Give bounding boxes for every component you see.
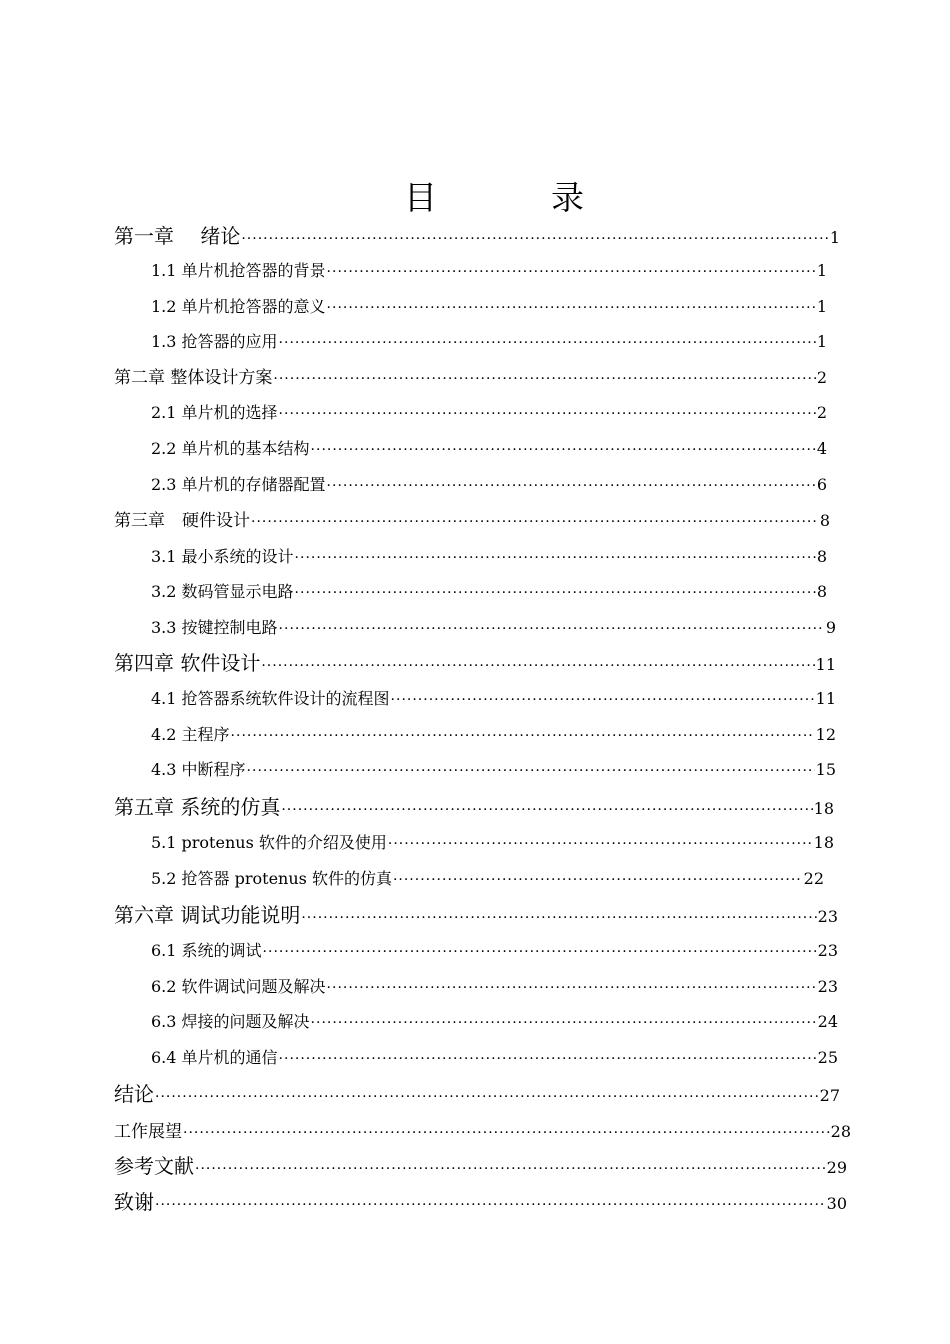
- toc-entry-section-5-1[interactable]: [151, 830, 834, 856]
- toc-page-number: 30: [826, 1194, 847, 1213]
- toc-title: [404, 176, 584, 220]
- toc-page-number: 15: [815, 760, 836, 779]
- toc-entry-section-6-1[interactable]: [151, 938, 838, 964]
- toc-page-number: 1: [816, 297, 827, 316]
- toc-leader-dots: [273, 366, 815, 392]
- toc-leader-dots: [295, 580, 816, 606]
- toc-page-number: 24: [817, 1012, 838, 1031]
- toc-page-number: 23: [817, 941, 838, 960]
- toc-entry-section-5-2[interactable]: [151, 866, 824, 892]
- toc-entry-label: 第一章 绪论: [114, 224, 241, 248]
- toc-leader-dots: [279, 401, 816, 427]
- toc-entry-chapter-2[interactable]: [114, 365, 827, 391]
- toc-page-number: 11: [815, 655, 836, 674]
- toc-page-number: 8: [819, 511, 830, 530]
- toc-entry-chapter-1[interactable]: [114, 223, 840, 249]
- toc-entry-section-6-2[interactable]: [151, 974, 838, 1000]
- toc-leader-dots: [311, 1010, 817, 1036]
- toc-entry-label: 参考文献: [114, 1154, 194, 1178]
- toc-page-number: 8: [816, 547, 827, 566]
- toc-entry-label: 3.3 按键控制电路: [151, 618, 278, 637]
- toc-leader-dots: [183, 1120, 830, 1146]
- toc-entry-section-2-2[interactable]: [151, 436, 827, 462]
- toc-leader-dots: [155, 1084, 819, 1110]
- toc-entry-label: 2.1 单片机的选择: [151, 403, 278, 422]
- toc-entry-section-3-1[interactable]: [151, 544, 827, 570]
- toc-page-number: 2: [816, 368, 827, 387]
- toc-leader-dots: [327, 259, 816, 285]
- toc-leader-dots: [279, 616, 825, 642]
- toc-entry-section-4-2[interactable]: [151, 722, 836, 748]
- toc-entry-label: 6.2 软件调试问题及解决: [151, 977, 326, 996]
- toc-title-right: 录: [551, 178, 584, 217]
- toc-entry-label: 1.3 抢答器的应用: [151, 332, 278, 351]
- toc-leader-dots: [281, 797, 812, 823]
- toc-entry-section-6-4[interactable]: [151, 1045, 838, 1071]
- toc-page-number: 18: [813, 799, 834, 818]
- toc-entry-label: 第五章 系统的仿真: [114, 795, 281, 819]
- toc-leader-dots: [279, 330, 816, 356]
- toc-leader-dots: [155, 1192, 826, 1218]
- toc-entry-label: 1.1 单片机抢答器的背景: [151, 261, 326, 280]
- toc-entry-section-3-2[interactable]: [151, 579, 827, 605]
- toc-page-number: 18: [813, 833, 834, 852]
- toc-leader-dots: [247, 758, 815, 784]
- toc-entry-label: 4.1 抢答器系统软件设计的流程图: [151, 689, 390, 708]
- toc-entry-label: 5.1 protenus 软件的介绍及使用: [151, 833, 387, 852]
- toc-entry-section-1-1[interactable]: [151, 258, 827, 284]
- toc-entry-label: 2.3 单片机的存储器配置: [151, 475, 326, 494]
- toc-entry-label: 结论: [114, 1082, 154, 1106]
- toc-page-number: 23: [817, 907, 838, 926]
- toc-entry-section-2-1[interactable]: [151, 400, 827, 426]
- toc-entry-chapter-5[interactable]: [114, 794, 834, 820]
- toc-entry-label: 第四章 软件设计: [114, 651, 261, 675]
- toc-leader-dots: [295, 545, 816, 571]
- toc-entry-label: 2.2 单片机的基本结构: [151, 439, 310, 458]
- toc-entry-label: 4.3 中断程序: [151, 760, 246, 779]
- toc-entry-label: 3.2 数码管显示电路: [151, 582, 294, 601]
- toc-entry-label: 5.2 抢答器 protenus 软件的仿真: [151, 869, 392, 888]
- toc-entry-label: 工作展望: [114, 1122, 182, 1142]
- toc-page-number: 28: [830, 1122, 851, 1141]
- toc-entry-section-4-1[interactable]: [151, 686, 836, 712]
- toc-entry-section-4-3[interactable]: [151, 757, 836, 783]
- toc-entry-outlook[interactable]: [114, 1119, 851, 1145]
- toc-leader-dots: [231, 723, 815, 749]
- toc-page-number: 2: [816, 403, 827, 422]
- toc-page-number: 1: [816, 261, 827, 280]
- toc-entry-label: 第三章 硬件设计: [114, 511, 250, 531]
- toc-page-number: 4: [816, 439, 827, 458]
- toc-leader-dots: [388, 831, 813, 857]
- toc-entry-chapter-4[interactable]: [114, 650, 836, 676]
- toc-leader-dots: [311, 437, 816, 463]
- toc-page-number: 1: [816, 332, 827, 351]
- toc-entry-label: 6.1 系统的调试: [151, 941, 262, 960]
- toc-entry-label: 6.3 焊接的问题及解决: [151, 1012, 310, 1031]
- toc-entry-section-1-3[interactable]: [151, 329, 827, 355]
- toc-page-number: 29: [826, 1158, 847, 1177]
- toc-entry-label: 6.4 单片机的通信: [151, 1048, 278, 1067]
- toc-leader-dots: [393, 867, 803, 893]
- toc-entry-references[interactable]: [114, 1153, 847, 1179]
- toc-page-number: 11: [815, 689, 836, 708]
- toc-leader-dots: [301, 905, 816, 931]
- toc-entry-label: 1.2 单片机抢答器的意义: [151, 297, 326, 316]
- toc-entry-section-3-3[interactable]: [151, 615, 836, 641]
- toc-entry-chapter-6[interactable]: [114, 902, 838, 928]
- toc-entry-chapter-3[interactable]: [114, 508, 830, 534]
- toc-entry-label: 第六章 调试功能说明: [114, 903, 301, 927]
- toc-leader-dots: [241, 226, 828, 252]
- toc-leader-dots: [391, 687, 815, 713]
- toc-page-number: 22: [803, 869, 824, 888]
- toc-leader-dots: [251, 509, 819, 535]
- toc-page-number: 9: [825, 618, 836, 637]
- toc-leader-dots: [327, 473, 816, 499]
- toc-entry-section-1-2[interactable]: [151, 294, 827, 320]
- toc-page-number: 6: [816, 475, 827, 494]
- toc-page-number: 23: [817, 977, 838, 996]
- toc-leader-dots: [195, 1156, 826, 1182]
- toc-entry-acknowledgements[interactable]: [114, 1189, 847, 1215]
- toc-leader-dots: [261, 653, 814, 679]
- toc-leader-dots: [279, 1046, 817, 1072]
- toc-entry-label: 致谢: [114, 1190, 154, 1214]
- toc-leader-dots: [263, 939, 817, 965]
- toc-entry-section-2-3[interactable]: [151, 472, 827, 498]
- toc-page-number: 8: [816, 582, 827, 601]
- toc-leader-dots: [327, 975, 817, 1001]
- toc-leader-dots: [327, 295, 816, 321]
- toc-title-left: 目: [404, 178, 437, 217]
- toc-entry-label: 第二章 整体设计方案: [114, 368, 273, 388]
- toc-entry-label: 4.2 主程序: [151, 725, 230, 744]
- toc-entry-label: 3.1 最小系统的设计: [151, 547, 294, 566]
- toc-entry-section-6-3[interactable]: [151, 1009, 838, 1035]
- toc-page-number: 25: [817, 1048, 838, 1067]
- toc-entry-conclusion[interactable]: [114, 1081, 840, 1107]
- toc-page-number: 12: [815, 725, 836, 744]
- toc-page-number: 27: [819, 1086, 840, 1105]
- toc-page-number: 1: [829, 228, 840, 247]
